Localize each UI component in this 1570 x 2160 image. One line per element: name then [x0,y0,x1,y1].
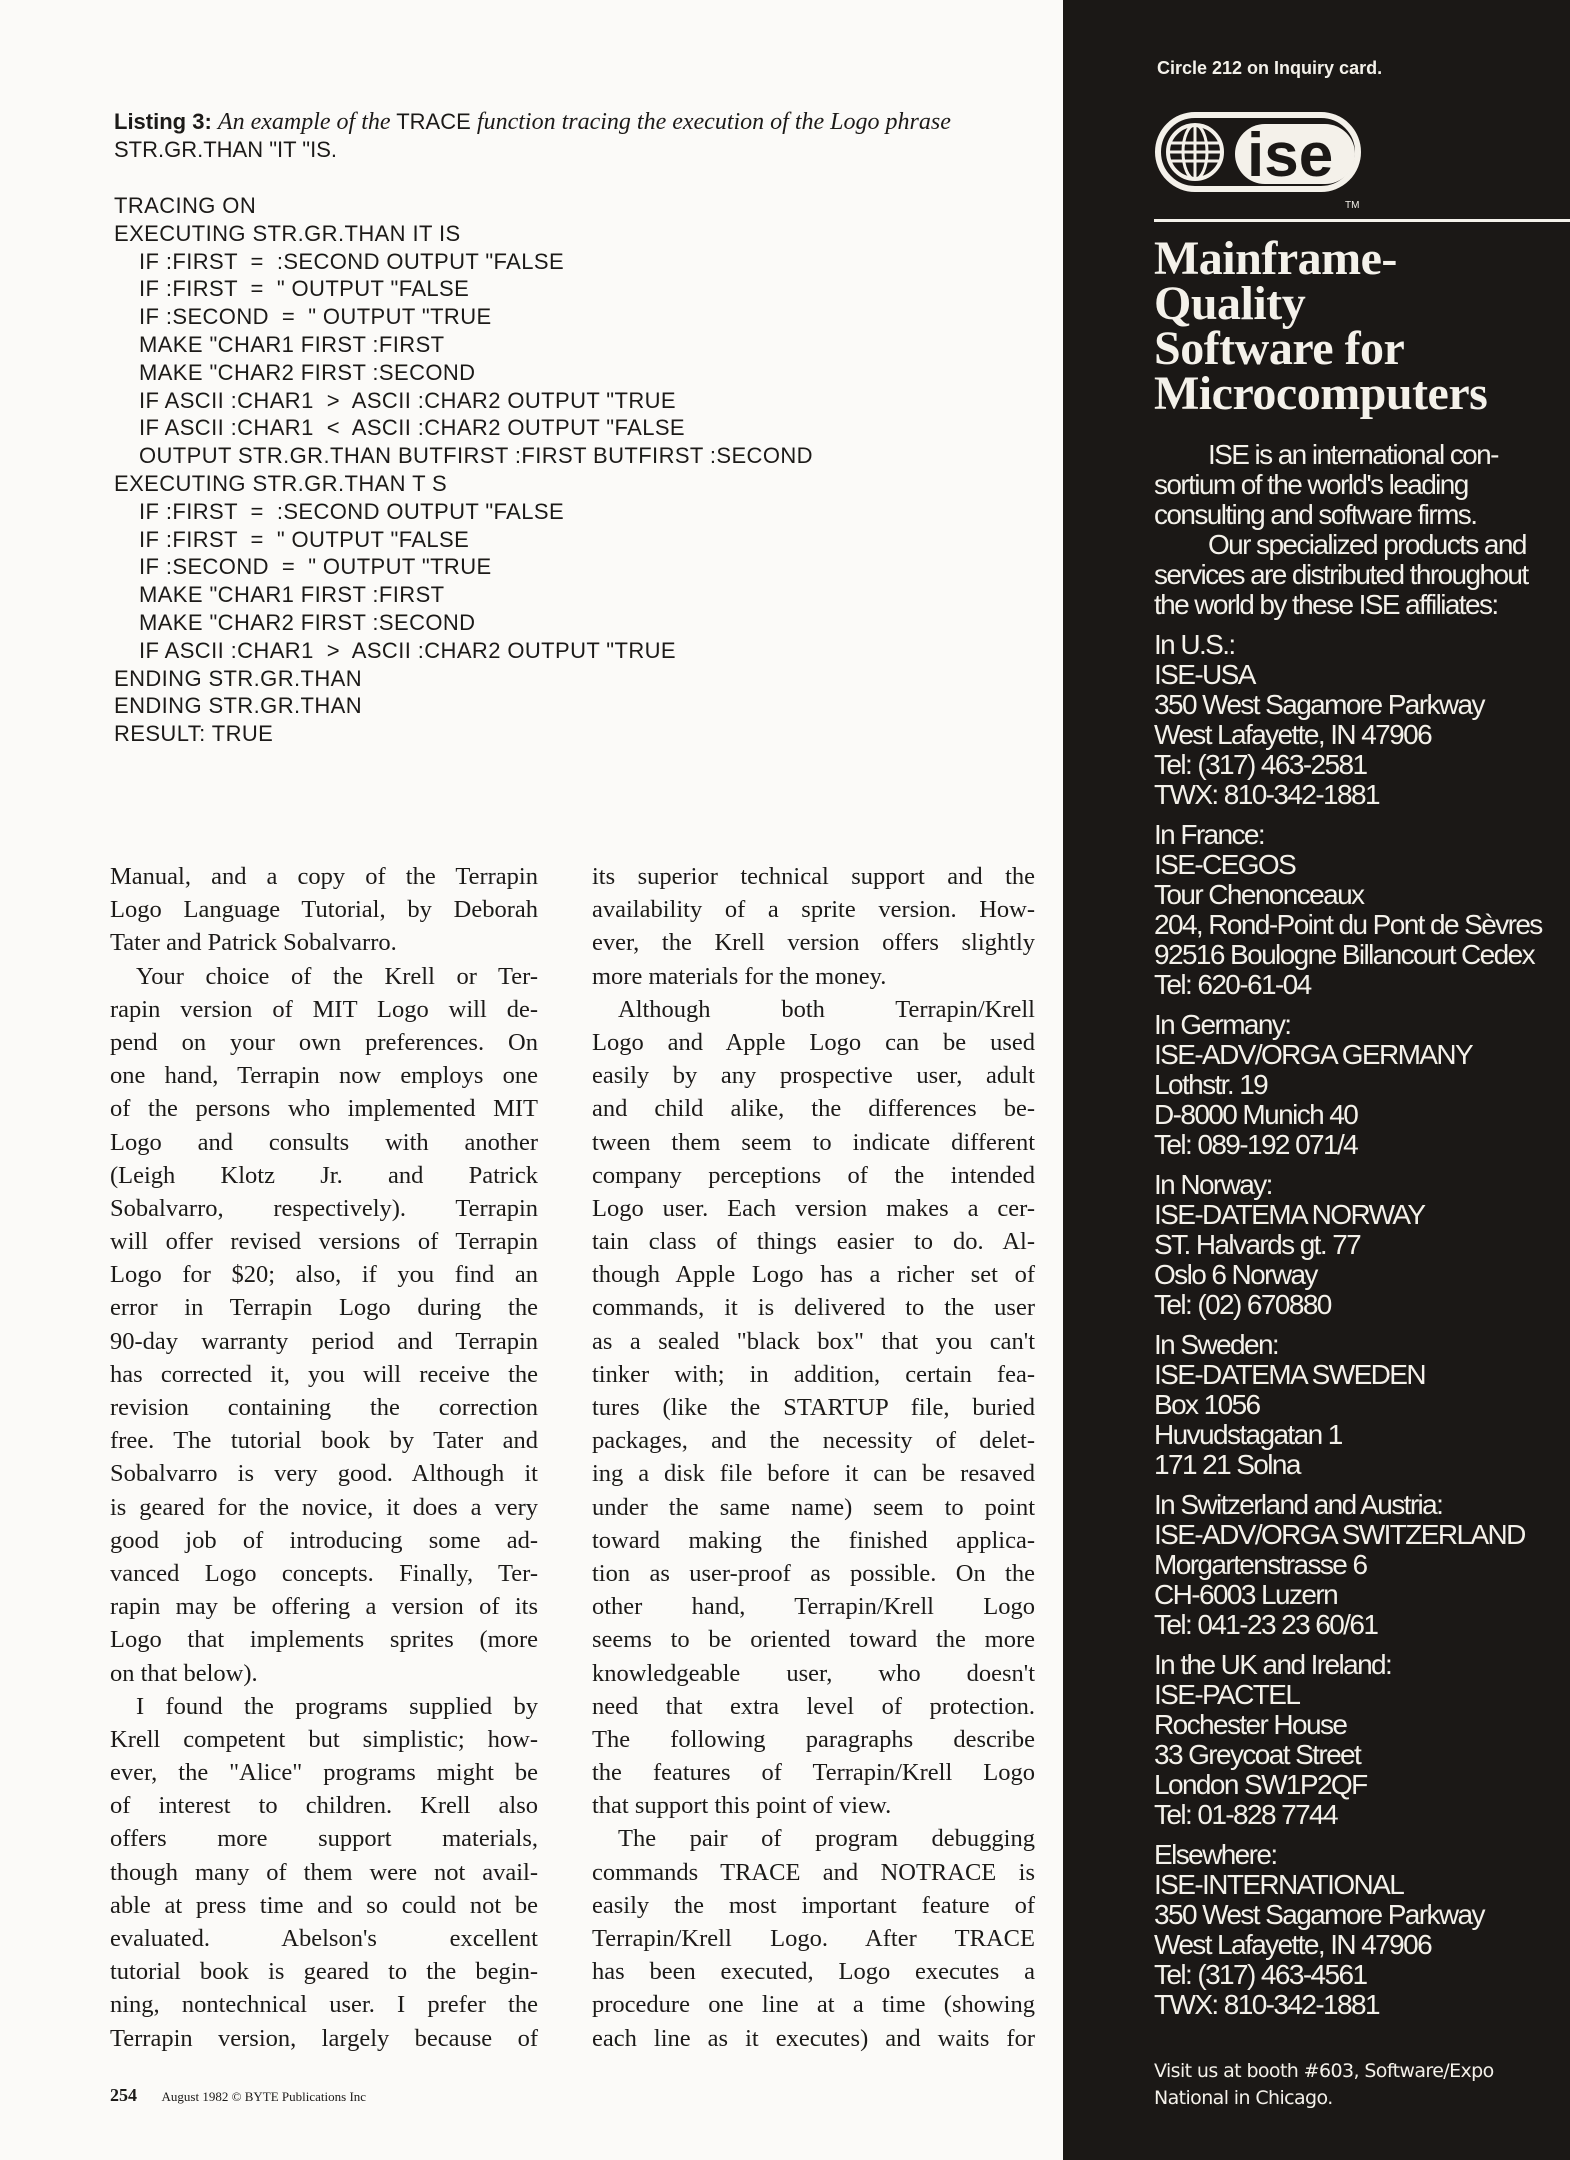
booth-note [1154,2058,1494,2112]
code-line: MAKE "CHAR2 FIRST :SECOND [139,359,476,385]
text-line: other hand, Terrapin/Krell Logo [592,1593,1035,1621]
affiliate-block [1154,1490,1570,1640]
text-line: availability of a sprite version. How- [592,896,1035,924]
intro-line: services are distributed throughout [1154,559,1528,590]
text-line: Logo for $20; also, if you find an [110,1261,538,1289]
text-line: more materials for the money. [592,962,887,990]
code-line: IF :FIRST = :SECOND OUTPUT "FALSE [139,248,565,274]
code-line: MAKE "CHAR2 FIRST :SECOND [139,609,476,635]
affiliate-line: D-8000 Munich 40 [1154,1099,1358,1130]
code-line: IF ASCII :CHAR1 > ASCII :CHAR2 OUTPUT "TRUE [139,637,677,663]
svg-text:ise: ise [1247,121,1334,190]
caption-text: function tracing the execution of the Logo phrase [476,109,951,135]
affiliate-block [1154,630,1570,810]
affiliate-line: Tel: 01-828 7744 [1154,1799,1338,1830]
affiliate-line: 204, Rond-Point du Pont de Sèvres [1154,909,1542,940]
affiliate-line: Tel: (317) 463-4561 [1154,1959,1367,1990]
affiliate-line: CH-6003 Luzern [1154,1579,1338,1610]
text-line: 90-day warranty period and Terrapin [110,1327,538,1355]
inquiry-note: Circle 212 on Inquiry card. [1157,58,1383,78]
affiliate-line: 350 West Sagamore Parkway [1154,1899,1484,1930]
affiliate-line: ISE-ADV/ORGA GERMANY [1154,1039,1473,1070]
text-line: Krell competent but simplistic; how- [110,1725,538,1753]
ise-logo [1155,112,1375,217]
affiliate-line: London SW1P2QF [1154,1769,1367,1800]
intro-line: consulting and software firms. [1154,499,1477,530]
text-line: Sobalvarro, respectively). Terrapin [110,1194,538,1222]
text-line: Terrapin version, largely because of [110,2024,538,2052]
text-line: able at press time and so could not be [110,1891,538,1919]
text-line: is geared for the novice, it does a very [110,1493,538,1521]
text-line: need that extra level of protection. [592,1692,1035,1720]
text-line: easily by any prospective user, adult [592,1062,1035,1090]
affiliate-region: In Switzerland and Austria: [1154,1489,1443,1520]
page-footer [110,2085,366,2106]
text-line: evaluated. Abelson's excellent [110,1925,538,1952]
affiliate-line: Morgartenstrasse 6 [1154,1549,1367,1580]
code-line: OUTPUT STR.GR.THAN BUTFIRST :FIRST BUTFIRST :SECOND [139,443,813,469]
text-line: on that below). [110,1659,258,1687]
affiliate-line: ISE-DATEMA NORWAY [1154,1199,1425,1230]
text-line: company perceptions of the intended [592,1161,1035,1189]
listing-label: Listing 3: [114,109,212,134]
affiliate-line: Tel: 620-61-04 [1154,969,1311,1000]
affiliate-line: West Lafayette, IN 47906 [1154,719,1432,750]
text-line: Logo and consults with another [110,1128,538,1156]
intro-line: sortium of the world's leading [1154,469,1468,500]
text-line: tinker with; in addition, certain fea- [592,1360,1035,1388]
text-line: Your choice of the Krell or Ter- [136,962,538,990]
text-line: and child alike, the differences be- [592,1095,1035,1123]
affiliate-block [1154,1840,1570,2020]
affiliate-line: Tour Chenonceaux [1154,879,1364,910]
text-line: commands TRACE and NOTRACE is [592,1858,1035,1886]
text-line: tween them seem to indicate different [592,1128,1035,1156]
code-line: ENDING STR.GR.THAN [114,693,362,719]
text-line: though Apple Logo has a richer set of [592,1261,1035,1289]
headline-line: Quality [1154,277,1306,330]
text-line: offers more support materials, [110,1825,538,1853]
code-line: EXECUTING STR.GR.THAN T S [114,470,448,496]
text-line: The following paragraphs describe [592,1725,1035,1753]
text-line: (Leigh Klotz Jr. and Patrick [110,1161,538,1189]
text-line: ever, the "Alice" programs might be [110,1759,538,1787]
publication-line: August 1982 © BYTE Publications Inc [161,2089,367,2104]
text-line: Logo that implements sprites (more [110,1626,538,1654]
affiliate-block [1154,1650,1570,1830]
text-line: tain class of things easier to do. Al- [592,1228,1035,1256]
affiliate-block [1154,1010,1570,1160]
text-line: as a sealed "black box" that you can't [592,1327,1035,1355]
text-line: rapin version of MIT Logo will de- [110,995,538,1023]
headline-line: Software for [1154,322,1405,375]
text-line: knowledgeable user, who doesn't [592,1659,1035,1687]
text-line: that support this point of view. [592,1792,892,1820]
text-line: its superior technical support and the [592,863,1035,890]
headline-line: Microcomputers [1154,367,1488,420]
text-line: ever, the Krell version offers slightly [592,929,1035,957]
ad-body [1154,440,1570,2020]
affiliate-region: In the UK and Ireland: [1154,1649,1392,1680]
caption-text: An example of the [217,109,391,135]
text-line: vanced Logo concepts. Finally, Ter- [110,1559,538,1587]
affiliate-line: ISE-USA [1154,659,1255,690]
affiliate-line: Box 1056 [1154,1389,1260,1420]
listing-caption [114,108,1044,164]
text-line: pend on your own preferences. On [110,1028,538,1056]
affiliate-line: Rochester House [1154,1709,1347,1740]
divider [1154,219,1570,222]
code-line: MAKE "CHAR1 FIRST :FIRST [139,582,445,608]
affiliate-block [1154,820,1570,1000]
affiliate-line: ST. Halvards gt. 77 [1154,1229,1361,1260]
affiliate-region: In Norway: [1154,1169,1272,1200]
text-line: under the same name) seem to point [592,1493,1035,1521]
text-line: will offer revised versions of Terrapin [110,1228,538,1256]
text-line: Logo user. Each version makes a cer- [592,1194,1035,1222]
affiliate-line: 171 21 Solna [1154,1449,1300,1480]
text-line: of the persons who implemented MIT [110,1095,538,1123]
text-line: tures (like the STARTUP file, buried [592,1394,1035,1421]
affiliate-line: Lothstr. 19 [1154,1069,1268,1100]
text-line: good job of introducing some ad- [110,1526,538,1554]
text-line: each line as it executes) and waits for [592,2024,1035,2052]
code-line: MAKE "CHAR1 FIRST :FIRST [139,331,445,357]
affiliate-line: ISE-INTERNATIONAL [1154,1869,1404,1900]
code-line: RESULT: TRUE [114,721,274,747]
ise-advertisement [1063,0,1570,2160]
code-line: ENDING STR.GR.THAN [114,665,362,691]
affiliate-line: 350 West Sagamore Parkway [1154,689,1484,720]
text-line: Terrapin/Krell Logo. After TRACE [592,1925,1035,1952]
intro-line: the world by these ISE affiliates: [1154,589,1498,620]
affiliate-line: Tel: (02) 670880 [1154,1289,1331,1320]
affiliate-line: TWX: 810-342-1881 [1154,779,1379,810]
booth-line: Visit us at booth #603, Software/Expo [1154,2060,1494,2082]
text-line: Logo Language Tutorial, by Deborah [110,896,538,924]
text-line: ing a disk file before it can be resaved [592,1460,1035,1488]
text-line: easily the most important feature of [592,1891,1035,1919]
affiliate-region: In U.S.: [1154,629,1235,660]
affiliate-line: TWX: 810-342-1881 [1154,1989,1379,2020]
affiliate-line: ISE-DATEMA SWEDEN [1154,1359,1425,1390]
article-column-2 [592,860,1035,2055]
text-line: has been executed, Logo executes a [592,1958,1035,1986]
code-line: TRACING ON [114,193,257,218]
affiliate-line: Tel: 041-23 23 60/61 [1154,1609,1378,1640]
affiliate-line: 92516 Boulogne Billancourt Cedex [1154,939,1534,970]
text-line: error in Terrapin Logo during the [110,1294,538,1322]
text-line: free. The tutorial book by Tater and [110,1427,538,1455]
caption-code: TRACE [396,109,471,134]
text-line: ning, nontechnical user. I prefer the [110,1991,538,2019]
headline-line: Mainframe- [1154,232,1397,285]
text-line: of interest to children. Krell also [110,1792,538,1820]
affiliate-line: Tel: (317) 463-2581 [1154,749,1367,780]
affiliate-region: In Germany: [1154,1009,1291,1040]
text-line: Logo and Apple Logo can be used [592,1028,1035,1056]
globe-logo-icon [1155,112,1375,212]
text-line: toward making the finished applica- [592,1526,1035,1554]
text-line: The pair of program debugging [618,1825,1035,1853]
text-line: Manual, and a copy of the Terrapin [110,863,538,890]
text-line: I found the programs supplied by [136,1692,538,1720]
text-line: Tater and Patrick Sobalvarro. [110,929,397,957]
affiliate-region: In Sweden: [1154,1329,1279,1360]
code-line: IF :FIRST = " OUTPUT "FALSE [139,276,470,302]
text-line: though many of them were not avail- [110,1858,538,1886]
text-line: has corrected it, you will receive the [110,1360,538,1388]
article-column-1 [110,860,538,2055]
text-line: Sobalvarro is very good. Although it [110,1460,538,1488]
affiliate-line: Huvudstagatan 1 [1154,1419,1342,1450]
affiliate-block [1154,1170,1570,1320]
text-line: the features of Terrapin/Krell Logo [592,1759,1035,1787]
ad-headline [1154,232,1488,420]
affiliate-line: Oslo 6 Norway [1154,1259,1317,1290]
affiliate-block [1154,1330,1570,1480]
affiliate-line: West Lafayette, IN 47906 [1154,1929,1432,1960]
affiliate-region: Elsewhere: [1154,1839,1277,1870]
text-line: revision containing the correction [110,1394,538,1421]
intro-line: Our specialized products and [1208,529,1526,560]
code-line: IF ASCII :CHAR1 < ASCII :CHAR2 OUTPUT "FALSE [139,415,686,441]
code-line: IF :SECOND = " OUTPUT "TRUE [139,304,492,330]
text-line: tion as user-proof as possible. On the [592,1559,1035,1587]
text-line: Although both Terrapin/Krell [618,995,1035,1023]
text-line: tutorial book is geared to the begin- [110,1958,538,1986]
affiliate-line: 33 Greycoat Street [1154,1739,1361,1770]
text-line: procedure one line at a time (showing [592,1991,1035,2019]
text-line: one hand, Terrapin now employs one [110,1062,538,1090]
intro-line: ISE is an international con- [1208,439,1498,470]
text-line: seems to be oriented toward the more [592,1626,1035,1654]
text-line: rapin may be offering a version of its [110,1593,538,1621]
page-number: 254 [110,2085,137,2105]
affiliate-line: ISE-CEGOS [1154,849,1296,880]
affiliate-line: ISE-PACTEL [1154,1679,1300,1710]
svg-text:TM: TM [1345,200,1360,211]
affiliate-region: In France: [1154,819,1265,850]
code-line: EXECUTING STR.GR.THAN IT IS [114,220,461,246]
code-line: IF :SECOND = " OUTPUT "TRUE [139,554,492,580]
code-line: IF :FIRST = :SECOND OUTPUT "FALSE [139,498,565,524]
booth-line: National in Chicago. [1154,2087,1333,2109]
code-listing [114,192,813,748]
text-line: packages, and the necessity of delet- [592,1427,1035,1455]
code-line: IF ASCII :CHAR1 > ASCII :CHAR2 OUTPUT "TRUE [139,387,677,413]
affiliate-line: Tel: 089-192 071/4 [1154,1129,1358,1160]
caption-code: STR.GR.THAN "IT "IS. [114,137,338,162]
text-line: commands, it is delivered to the user [592,1294,1035,1322]
code-line: IF :FIRST = " OUTPUT "FALSE [139,526,470,552]
affiliate-line: ISE-ADV/ORGA SWITZERLAND [1154,1519,1525,1550]
